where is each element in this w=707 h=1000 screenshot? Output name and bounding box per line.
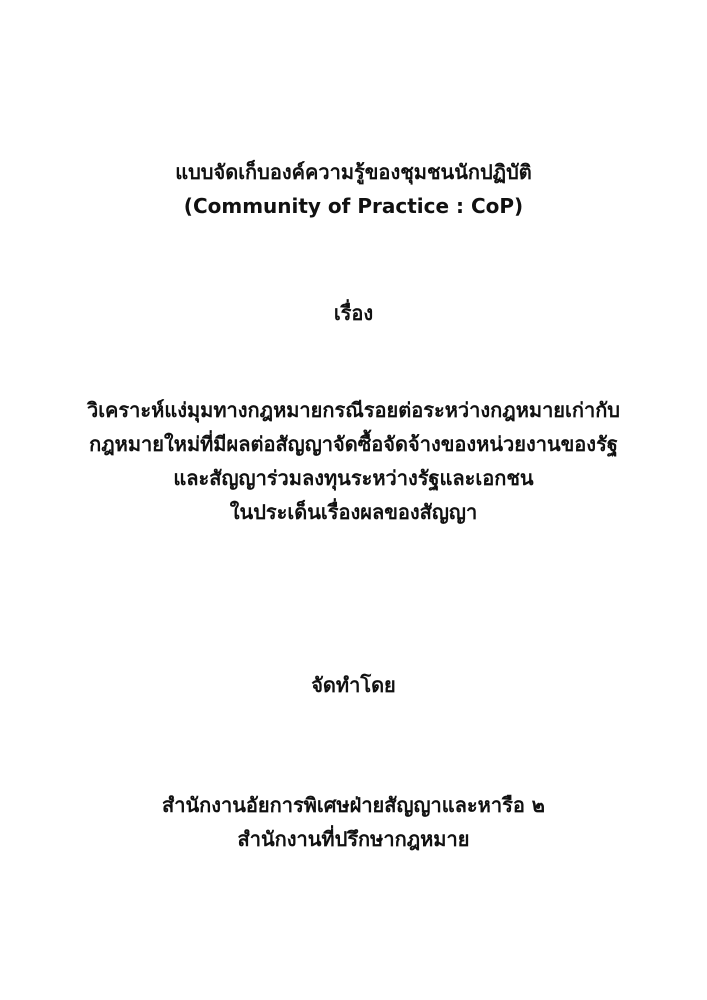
- subject-line-2: กฎหมายใหม่ที่มีผลต่อสัญญาจัดซื้อจัดจ้างของหน่วยงานของรัฐ: [89, 432, 618, 456]
- title-thai: แบบจัดเก็บองค์ความรู้ของชุมชนนักปฏิบัติ: [175, 160, 532, 184]
- organization-line-1: สำนักงานอัยการพิเศษฝ่ายสัญญาและหารือ ๒: [162, 793, 545, 817]
- subject-text: [0, 393, 707, 529]
- title-english: (Community of Practice : CoP): [183, 194, 524, 218]
- organization-line-2: สำนักงานที่ปรึกษากฎหมาย: [237, 827, 470, 851]
- subject-heading: เรื่อง: [333, 301, 374, 325]
- document-title: [0, 155, 707, 223]
- prepared-by-heading: จัดทำโดย: [311, 673, 396, 697]
- organization-block: [0, 788, 707, 856]
- subject-line-4: ในประเด็นเรื่องผลของสัญญา: [229, 500, 478, 524]
- subject-line-1: วิเคราะห์แง่มุมทางกฎหมายกรณีรอยต่อระหว่างกฎหมายเก่ากับ: [86, 398, 620, 422]
- subject-line-3: และสัญญาร่วมลงทุนระหว่างรัฐและเอกชน: [173, 466, 534, 490]
